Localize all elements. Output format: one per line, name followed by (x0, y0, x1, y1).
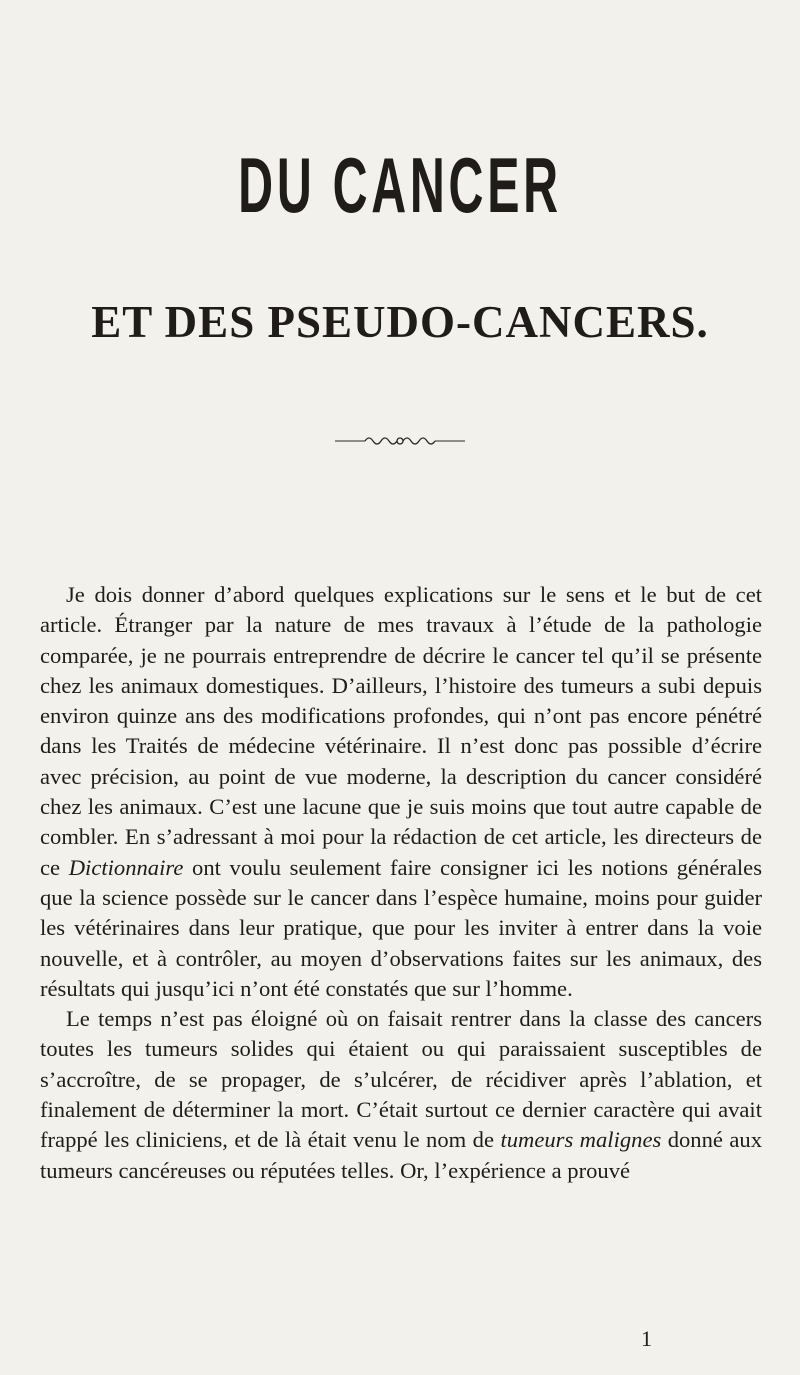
paragraph-2-italic-tumeurs-malignes: tumeurs malignes (500, 1127, 662, 1153)
paragraph-2 (40, 1004, 762, 1186)
paragraph-1-italic-dictionnaire: Dictionnaire (68, 854, 184, 880)
page-subtitle: ET DES PSEUDO-CANCERS. (91, 297, 709, 347)
page-number: 1 (641, 1326, 652, 1351)
paragraph-2-text-2: donné aux tumeurs cancéreuses ou réputées telles. Or, l’expérience a prouvé (40, 1127, 762, 1183)
ornament-divider (335, 434, 465, 448)
page-title: DU CANCER (238, 141, 562, 229)
paragraph-1 (40, 580, 762, 1004)
body-text (40, 580, 762, 1186)
paragraph-1-text-1: Je dois donner d’abord quelques explications sur le sens et le but de cet article. Étranger par la nature de mes travaux à l’étude de la pathologie comparée, je ne pourrais entreprendre de décrire le cancer tel qu’il se présente chez les animaux domestiques. D’ailleurs, l’histoire des tumeurs a subi depuis environ quinze ans des modifications profondes, qui n’ont pas encore pénétré dans les Traités de médecine vétérinaire. Il n’est donc pas possible d’écrire avec précision, au point de vue moderne, la description du cancer considéré chez les animaux. C’est une lacune que je suis moins que tout autre capable de combler. En s’adressant à moi pour la rédaction de cet article, les directeurs de ce (40, 582, 762, 880)
paragraph-2-text-1: Le temps n’est pas éloigné où on faisait rentrer dans la classe des cancers toutes les tumeurs solides qui étaient ou qui paraissaient susceptibles de s’accroître, de se propager, de s’ulcérer, de récidiver après l’ablation, et finalement de déterminer la mort. C’était surtout ce dernier caractère qui avait frappé les cliniciens, et de là était venu le nom de (40, 1006, 762, 1153)
paragraph-1-text-2: ont voulu seulement faire consigner ici les notions générales que la science possède sur le cancer dans l’espèce humaine, moins pour guider les vétérinaires dans leur pratique, que pour les inviter à entrer dans la voie nouvelle, et à contrôler, au moyen d’observations faites sur les animaux, des résultats qui jusqu’ici n’ont été constatés que sur l’homme. (40, 854, 762, 1001)
